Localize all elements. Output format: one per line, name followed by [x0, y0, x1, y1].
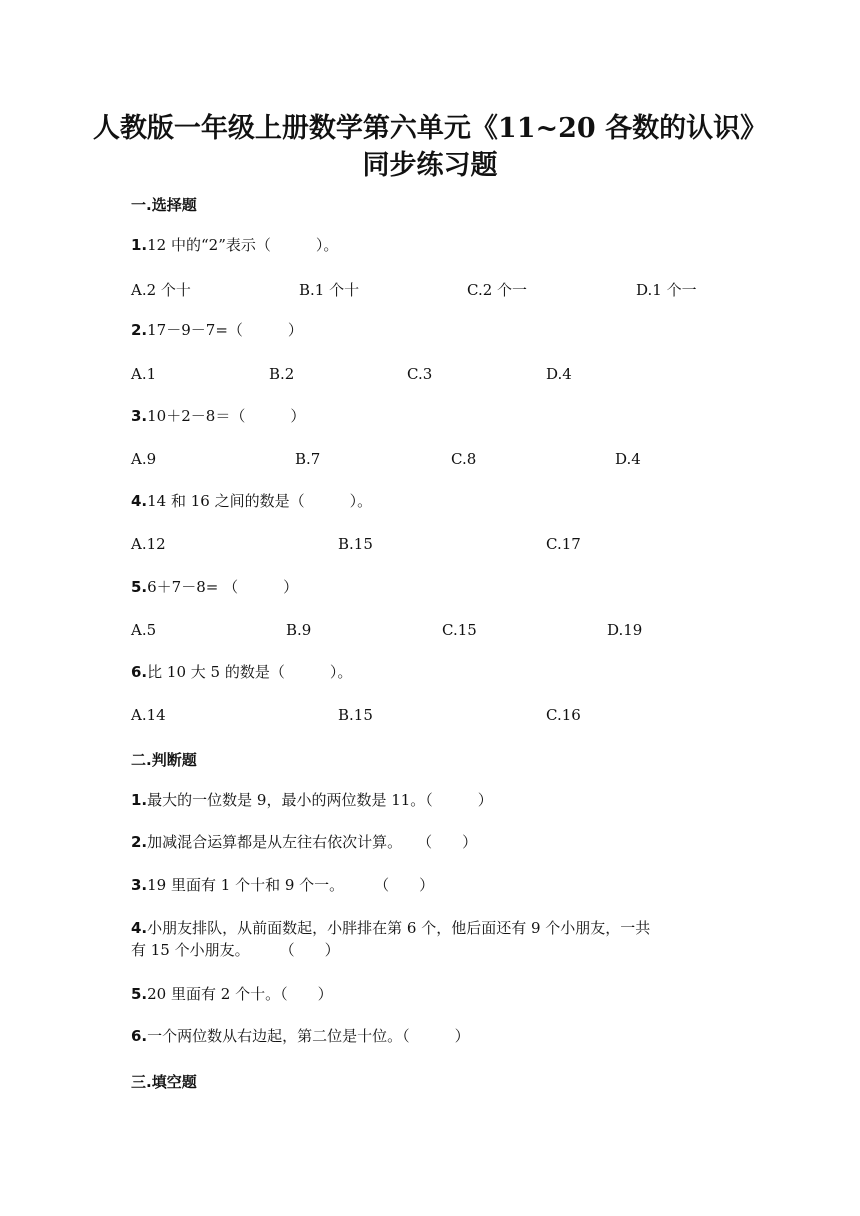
question-text: 小朋友排队，从前面数起，小胖排在第 6 个，他后面还有 9 个小朋友，一共 — [147, 919, 651, 937]
question-number: 6. — [131, 1027, 148, 1045]
choice-4-option-b[interactable]: B.15 — [338, 535, 373, 553]
choice-1-option-d[interactable]: D.1 个一 — [636, 281, 697, 299]
question-text: 14 和 16 之间的数是（ ）。 — [147, 492, 373, 510]
choice-question-2 — [131, 320, 303, 341]
choice-question-1 — [131, 235, 338, 256]
question-text: 6＋7－8= （ ） — [147, 578, 299, 596]
section-heading-fill: 三.填空题 — [131, 1073, 197, 1091]
choice-3-option-d[interactable]: D.4 — [615, 450, 641, 468]
choice-4-option-a[interactable]: A.12 — [131, 535, 166, 553]
choice-2-option-a[interactable]: A.1 — [131, 365, 157, 383]
choice-6-option-a[interactable]: A.14 — [131, 706, 166, 724]
choice-2-option-b[interactable]: B.2 — [269, 365, 295, 383]
choice-1-option-c[interactable]: C.2 个一 — [467, 281, 528, 299]
choice-2-option-c[interactable]: C.3 — [407, 365, 433, 383]
choice-5-option-d[interactable]: D.19 — [607, 621, 643, 639]
question-text: 比 10 大 5 的数是（ ）。 — [147, 663, 353, 681]
choice-5-option-b[interactable]: B.9 — [286, 621, 312, 639]
choice-3-option-c[interactable]: C.8 — [451, 450, 477, 468]
section-heading-choice: 一.选择题 — [131, 196, 197, 214]
question-text: 加减混合运算都是从左往右依次计算。 （ ） — [147, 833, 478, 851]
page-subtitle: 同步练习题 — [362, 150, 498, 181]
question-number: 4. — [131, 919, 148, 937]
question-text: 19 里面有 1 个十和 9 个一。 （ ） — [147, 876, 435, 894]
choice-5-option-c[interactable]: C.15 — [442, 621, 477, 639]
question-number: 5. — [131, 578, 148, 596]
question-number: 6. — [131, 663, 148, 681]
question-number: 3. — [131, 407, 148, 425]
choice-question-3 — [131, 406, 305, 427]
judge-question-2 — [131, 832, 477, 853]
question-text: 12 中的“2”表示（ ）。 — [147, 236, 339, 254]
question-number: 3. — [131, 876, 148, 894]
judge-question-5 — [131, 984, 333, 1005]
choice-1-option-a[interactable]: A.2 个十 — [131, 281, 191, 299]
choice-2-option-d[interactable]: D.4 — [546, 365, 572, 383]
choice-question-4 — [131, 491, 372, 512]
choice-6-option-c[interactable]: C.16 — [546, 706, 581, 724]
section-heading-judge: 二.判断题 — [131, 751, 197, 769]
choice-question-6 — [131, 662, 352, 683]
question-number: 2. — [131, 833, 148, 851]
choice-6-option-b[interactable]: B.15 — [338, 706, 373, 724]
question-number: 1. — [131, 236, 148, 254]
choice-3-option-b[interactable]: B.7 — [295, 450, 321, 468]
question-text: 最大的一位数是 9，最小的两位数是 11。（ ） — [147, 791, 493, 809]
choice-1-option-b[interactable]: B.1 个十 — [299, 281, 360, 299]
question-text: 20 里面有 2 个十。（ ） — [147, 985, 333, 1003]
question-text: 17－9－7=（ ） — [147, 321, 303, 339]
page-title: 人教版一年级上册数学第六单元《11~20 各数的认识》 — [92, 113, 768, 144]
choice-5-option-a[interactable]: A.5 — [131, 621, 157, 639]
judge-question-6 — [131, 1026, 470, 1047]
choice-question-5 — [131, 577, 298, 598]
judge-question-3 — [131, 875, 434, 896]
judge-question-4 — [131, 918, 650, 939]
question-number: 2. — [131, 321, 148, 339]
question-text: 一个两位数从右边起，第二位是十位。（ ） — [147, 1027, 470, 1045]
judge-question-4-continued: 有 15 个小朋友。 （ ） — [131, 941, 340, 959]
question-text: 10＋2－8＝（ ） — [147, 407, 306, 425]
question-number: 4. — [131, 492, 148, 510]
question-number: 5. — [131, 985, 148, 1003]
choice-4-option-c[interactable]: C.17 — [546, 535, 581, 553]
choice-3-option-a[interactable]: A.9 — [131, 450, 157, 468]
judge-question-1 — [131, 790, 493, 811]
question-number: 1. — [131, 791, 148, 809]
